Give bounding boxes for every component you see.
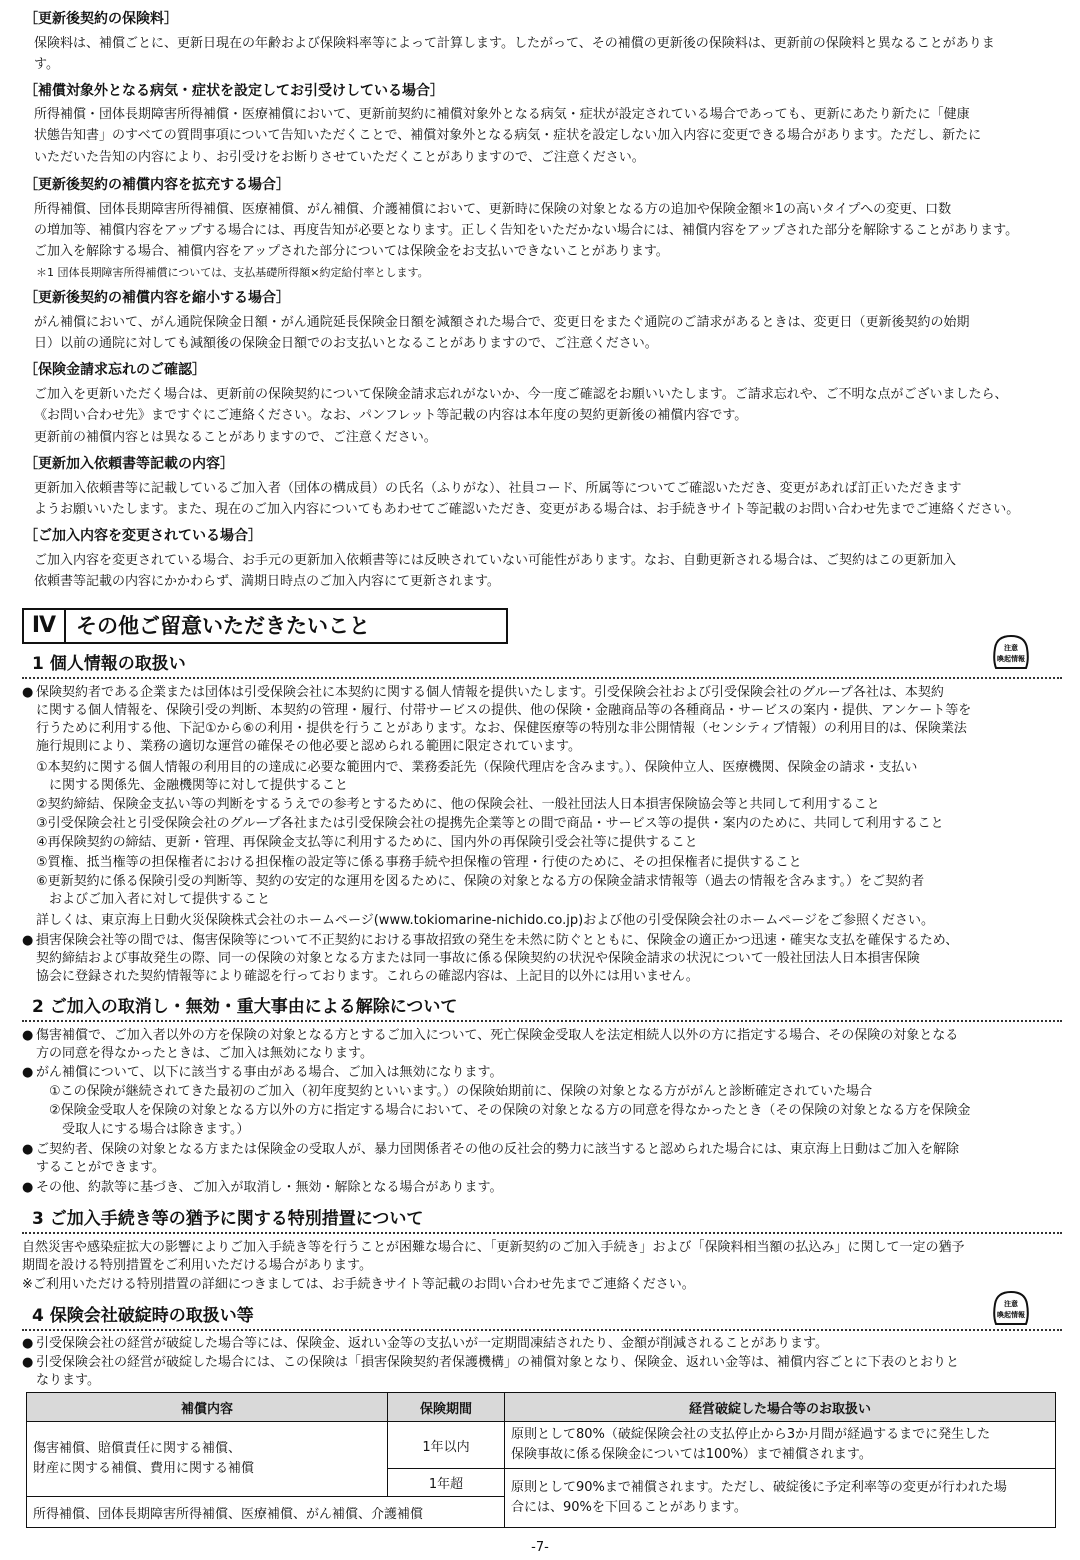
bullet-line: ● 損害保険会社等の間では、傷害保険等について不正契約における事故招致の発生を未然に防ぐとともに、保険金の適正かつ迅速・確実な支払を確保するため、 [22,933,959,948]
table-header: 保険期間 [388,1393,505,1422]
list-item: ④再保険契約の締結、更新・管理、再保険金支払等に利用するために、国内外の再保険引受会社等に提供すること [36,835,698,850]
list-item: ②契約締結、保険金支払い等の判断をするうえでの参考とするために、他の保険会社、一般社団法人日本損害保険協会等と共同して利用すること [36,797,880,812]
text-line: 《お問い合わせ先》まですぐにご連絡ください。なお、パンフレット等記載の内容は本年度の契約更新後の補償内容です。 [34,408,748,423]
heading-renewal-form: ［更新加入依頼書等記載の内容］ [24,456,234,472]
badge-text: 注意 [1004,644,1018,652]
subsection-title: 4 保険会社破綻時の取扱い等 [32,1306,254,1326]
table-header: 補償内容 [27,1393,388,1422]
text-line: ご加入内容を変更されている場合、お手元の更新加入依頼書等には反映されていない可能性があります。なお、自動更新される場合は、ご契約はこの更新加入 [34,553,956,568]
bullet-line: 受取人にする場合は除きます。） [36,1122,250,1137]
bullet-line: ● 傷害補償で、ご加入者以外の方を保険の対象となる方とするご加入について、死亡保険金受取人を法定相続人以外の方に指定する場合、その保険の対象となる [22,1028,959,1043]
list-item: ⑤質権、抵当権等の担保権者における担保権の設定等に係る事務手続や担保権の管理・行使のために、その担保権者に提供すること [36,855,802,870]
insolvency-table [26,1392,1056,1528]
bullet-line: ①この保険が継続されてきた最初のご加入（初年度契約といいます。）の保険始期前に、保険の対象となる方ががんと診断確定されていた場合 [36,1084,873,1099]
text-line: 施行規則により、業務の適切な運営の確保その他必要と認められる範囲に限定されています。 [36,739,581,754]
text-line: す。 [34,57,59,72]
text-line: 保険料は、補償ごとに、更新日現在の年齢および保険料率等によって計算します。したがって、その補償の更新後の保険料は、更新前の保険料と異なることがありま [34,36,995,51]
text-line: ※ご利用いただける特別措置の詳細につきましては、お手続きサイト等記載のお問い合わせ先までご連絡ください。 [22,1277,695,1292]
bullet-line: ● 引受保険会社の経営が破綻した場合等には、保険金、返れい金等の支払いが一定期間凍結されたり、金額が削減されることがあります。 [22,1336,828,1351]
bullet-line: ● ご契約者、保険の対象となる方または保険金の受取人が、暴力団関係者その他の反社会的勢力に該当すると認められた場合には、東京海上日動はご加入を解除 [22,1142,960,1157]
divider [22,1020,1062,1022]
table-cell: 1年以内 [388,1422,505,1469]
text-line: 所得補償、団体長期障害所得補償、医療補償、がん補償、介護補償において、更新時に保険の対象となる方の追加や保険金額＊1の高いタイプへの変更、口数 [34,202,952,217]
heading-changed-enrollment: ［ご加入内容を変更されている場合］ [24,528,262,544]
text-line: の増加等、補償内容をアップする場合には、再度告知が必要となります。正しく告知をいただかない場合には、補償内容をアップされた部分を解除することがあります。 [34,223,1019,238]
text-line: いただいた告知の内容により、お引受けをお断りさせていただくことがありますので、ご注意ください。 [34,150,645,165]
bullet-line: ● 保険契約者である企業または団体は引受保険会社に本契約に関する個人情報を提供いたします。引受保険会社および引受保険会社のグループ各社は、本契約 [22,685,944,700]
table-row [27,1422,1056,1469]
section-title: その他ご留意いただきたいこと [76,614,370,638]
table-header: 経営破綻した場合等のお取扱い [505,1393,1056,1422]
list-item: ①本契約に関する個人情報の利用目的の達成に必要な範囲内で、業務委託先（保険代理店を含みます。）、保険仲立人、医療機関、保険金の請求・支払い [36,760,918,775]
text-line: 自然災害や感染症拡大の影響によりご加入手続き等を行うことが困難な場合に、「更新契約のご加入手続き」および「保険料相当額の払込み」に関して一定の猶予 [22,1240,965,1255]
subsection-title: 1 個人情報の取扱い [32,654,186,674]
list-item: に関する関係先、金融機関等に対して提供すること [36,778,349,793]
table-header-row [27,1393,1056,1422]
subsection-title: 3 ご加入手続き等の猶予に関する特別措置について [32,1209,424,1229]
text-line: ご加入を更新いただく場合は、更新前の保険契約について保険金請求忘れがないか、今一度ご確認をお願いいたします。ご請求忘れや、ご不明な点がございましたら、 [34,387,1008,402]
bullet-line: ● 引受保険会社の経営が破綻した場合には、この保険は「損害保険契約者保護機構」の補償対象となり、保険金、返れい金等は、補償内容ごとに下表のとおりと [22,1355,960,1370]
text-line: ようお願いいたします。また、現在のご加入内容についてもあわせてご確認いただき、変更がある場合は、お手続きサイト等記載のお問い合わせ先までご連絡ください。 [34,502,1020,517]
text-line: ご加入を解除する場合、補償内容をアップされた部分については保険金をお支払いできないことがあります。 [34,244,669,259]
table-cell: 傷害補償、賠償責任に関する補償、 財産に関する補償、費用に関する補償 [27,1422,388,1497]
text-line: 更新前の補償内容とは異なることがありますので、ご注意ください。 [34,430,437,445]
list-item: およびご加入者に対して提供すること [36,892,271,907]
list-item: ③引受保険会社と引受保険会社のグループ各社または引受保険会社の提携先企業等との間で商品・サービス等の提供・案内のために、共同して利用すること [36,816,944,831]
bullet-line: ● その他、約款等に基づき、ご加入が取消し・無効・解除となる場合があります。 [22,1180,503,1195]
text-line: 契約締結および事故発生の際、同一の保険の対象となる方または同一事故に係る保険契約の状況や保険金請求の状況について一般社団法人日本損害保険 [36,951,920,966]
subsection-title: 2 ご加入の取消し・無効・重大事由による解除について [32,997,458,1017]
table-cell: 原則として90%まで補償されます。ただし、破綻後に予定利率等の変更が行われた場 合には、90%を下回ることがあります。 [505,1469,1056,1528]
page-number: -7- [531,1540,549,1555]
text-line: に関する個人情報を、保険引受の判断、本契約の管理・履行、付帯サービスの提供、他の保険・金融商品等の各種商品・サービスの案内・提供、アンケート等を [36,703,972,718]
heading-excluded-conditions: ［補償対象外となる病気・症状を設定してお引受けしている場合］ [24,83,444,99]
bullet-line: ● がん補償について、以下に該当する事由がある場合、ご加入は無効になります。 [22,1065,503,1080]
detail-text: 詳しくは、東京海上日動火災保険株式会社のホームページ(www.tokiomarine-nichido.co.jp)および他の引受保険会社のホームページをご参照ください。 [36,913,934,928]
text-line: 日）以前の通院に対しても減額後の保険金日額でのお支払いとなることがありますので、ご注意ください。 [34,336,658,351]
text-line: 所得補償・団体長期障害所得補償・医療補償において、更新前契約に補償対象外となる病気・症状が設定されている場合であっても、更新にあたり新たに「健康 [34,107,970,122]
bullet-line: 方の同意を得なかったときは、ご加入は無効になります。 [36,1046,373,1061]
text-line: 依頼書等記載の内容にかかわらず、満期日時点のご加入内容にて更新されます。 [34,574,500,589]
heading-claim-check: ［保険金請求忘れのご確認］ [24,362,206,378]
badge-text: 喚起情報 [997,655,1025,663]
bullet-line: なります。 [36,1373,100,1388]
heading-expand-coverage: ［更新後契約の補償内容を拡充する場合］ [24,177,290,193]
table-cell: 所得補償、団体長期障害所得補償、医療補償、がん補償、介護補償 [27,1497,505,1528]
text-line: 協会に登録された契約情報等により確認を行っております。これらの確認内容は、上記目的以外には用いません。 [36,969,699,984]
divider [22,1329,1062,1331]
badge-text: 注意 [1004,1300,1018,1308]
heading-renewal-premium: ［更新後契約の保険料］ [24,11,178,27]
heading-reduce-coverage: ［更新後契約の補償内容を縮小する場合］ [24,290,290,306]
text-line: 期間を設ける特別措置をご利用いただける場合があります。 [22,1258,372,1273]
list-item: ⑥更新契約に係る保険引受の判断等、契約の安定的な運用を図るために、保険の対象となる方の保険金請求情報等（過去の情報を含みます。）をご契約者 [36,874,925,889]
caution-badge-icon [992,1290,1030,1328]
bullet-line: することができます。 [36,1160,165,1175]
text-line: 状態告知書」のすべての質問事項について告知いただくことで、補償対象外となる病気・症状を設定しない加入内容に変更できる場合があります。ただし、新たに [34,128,982,143]
badge-text: 喚起情報 [997,1311,1025,1319]
section-header-box [22,608,508,644]
text-line: 更新加入依頼書等に記載しているご加入者（団体の構成員）の氏名（ふりがな）、社員コード、所属等についてご確認いただき、変更があれば訂正いただきます [34,481,962,496]
divider [22,1232,1062,1234]
footnote: ＊1 団体長期障害所得補償については、支払基礎所得額×約定給付率とします。 [36,266,429,279]
table-cell: 1年超 [388,1469,505,1497]
text-line: 行うために利用する他、下記①から⑥の利用・提供を行うことがあります。なお、保健医療等の特別な非公開情報（センシティブ情報）の利用目的は、保険業法 [36,721,967,736]
divider [22,677,1062,679]
table-cell: 原則として80%（破綻保険会社の支払停止から3か月間が経過するまでに発生した 保険事故に係る保険金については100%）まで補償されます。 [505,1422,1056,1469]
text-line: がん補償において、がん通院保険金日額・がん通院延長保険金日額を減額された場合で、変更日をまたぐ通院のご請求があるときは、変更日（更新後契約の始期 [34,315,970,330]
bullet-line: ②保険金受取人を保険の対象となる方以外の方に指定する場合において、その保険の対象となる方の同意を得なかったとき（その保険の対象となる方を保険金 [36,1103,971,1118]
caution-badge-icon [992,634,1030,672]
section-number: Ⅳ [24,610,66,642]
